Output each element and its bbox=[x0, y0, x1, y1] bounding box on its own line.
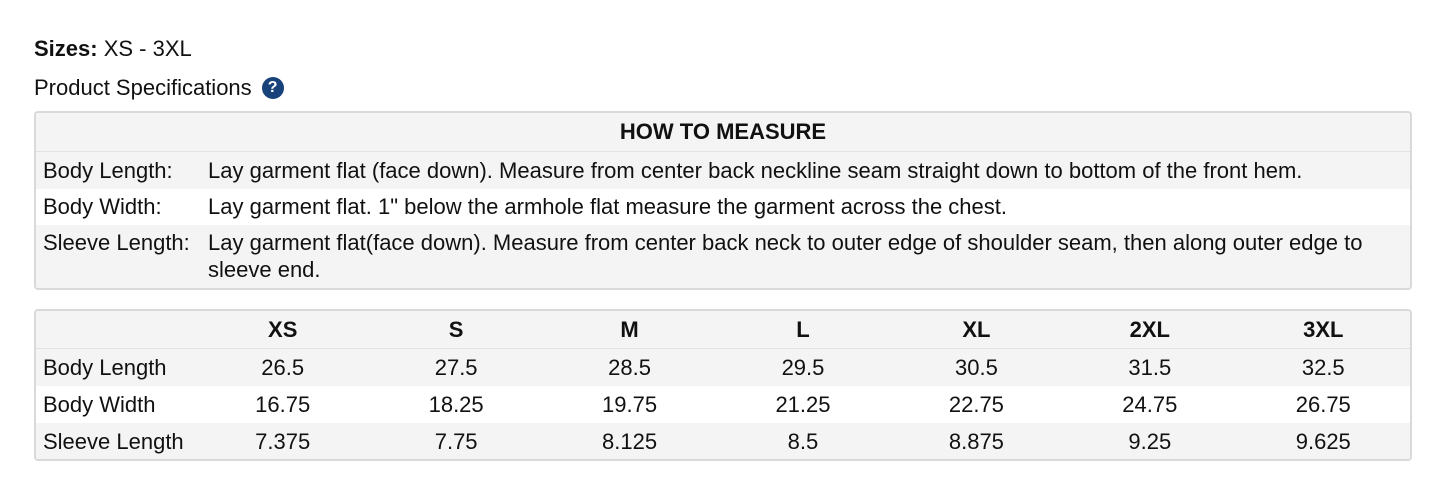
measure-row-label: Body Width: bbox=[43, 194, 162, 219]
question-circle-icon[interactable]: ? bbox=[262, 77, 284, 99]
table-cell: 24.75 bbox=[1122, 391, 1178, 417]
measure-row-text: Lay garment flat (face down). Measure from center back neckline seam straight down to bottom of the front hem. bbox=[208, 158, 1303, 183]
row-label: Sleeve Length bbox=[43, 428, 184, 454]
table-cell: 19.75 bbox=[602, 391, 658, 417]
table-cell: 21.25 bbox=[775, 391, 831, 417]
table-cell: 7.375 bbox=[255, 428, 311, 454]
sizes-label: Sizes: bbox=[34, 36, 98, 61]
table-cell: 31.5 bbox=[1128, 354, 1172, 380]
size-header-2xl: 2XL bbox=[1063, 311, 1236, 349]
table-row bbox=[36, 349, 1410, 387]
product-specifications-label: Product Specifications bbox=[34, 75, 252, 100]
table-cell: 22.75 bbox=[948, 391, 1004, 417]
size-header-3xl: 3XL bbox=[1237, 311, 1410, 349]
how-to-measure-title: HOW TO MEASURE bbox=[36, 113, 1410, 152]
size-header-xl: XL bbox=[890, 311, 1063, 349]
size-chart-table bbox=[34, 309, 1412, 461]
table-cell: 18.25 bbox=[428, 391, 484, 417]
how-to-measure-table bbox=[34, 111, 1412, 290]
measure-row bbox=[36, 225, 1410, 287]
table-cell: 26.5 bbox=[261, 354, 305, 380]
table-cell: 8.5 bbox=[787, 428, 819, 454]
table-cell: 16.75 bbox=[255, 391, 311, 417]
table-cell: 30.5 bbox=[954, 354, 998, 380]
table-row bbox=[36, 386, 1410, 423]
measure-row bbox=[36, 152, 1410, 189]
sizes-value: XS - 3XL bbox=[103, 36, 192, 61]
size-header-corner bbox=[36, 311, 196, 349]
table-cell: 29.5 bbox=[781, 354, 825, 380]
measure-row-label: Body Length: bbox=[43, 158, 173, 183]
measure-row-label: Sleeve Length: bbox=[43, 230, 190, 255]
table-cell: 28.5 bbox=[608, 354, 651, 380]
size-header-m: M bbox=[543, 311, 716, 349]
table-cell: 9.25 bbox=[1128, 428, 1172, 454]
size-header-xs: XS bbox=[196, 311, 369, 349]
size-header-l: L bbox=[716, 311, 889, 349]
row-label: Body Width bbox=[43, 391, 156, 417]
measure-row-text: Lay garment flat. 1" below the armhole flat measure the garment across the chest. bbox=[208, 194, 1007, 219]
product-specifications-heading bbox=[34, 73, 284, 103]
sizes-line bbox=[34, 34, 192, 64]
row-label: Body Length bbox=[43, 354, 167, 380]
table-cell: 26.75 bbox=[1295, 391, 1351, 417]
table-cell: 7.75 bbox=[434, 428, 478, 454]
table-cell: 32.5 bbox=[1301, 354, 1345, 380]
size-header-s: S bbox=[369, 311, 542, 349]
table-cell: 8.125 bbox=[602, 428, 658, 454]
size-header-row bbox=[36, 311, 1410, 349]
table-cell: 27.5 bbox=[434, 354, 478, 380]
measure-row bbox=[36, 189, 1410, 225]
table-cell: 8.875 bbox=[948, 428, 1004, 454]
table-row bbox=[36, 423, 1410, 460]
table-cell: 9.625 bbox=[1295, 428, 1351, 454]
measure-row-text: Lay garment flat(face down). Measure from center back neck to outer edge of shoulder seam, then along outer edge to sleeve end. bbox=[208, 230, 1363, 282]
